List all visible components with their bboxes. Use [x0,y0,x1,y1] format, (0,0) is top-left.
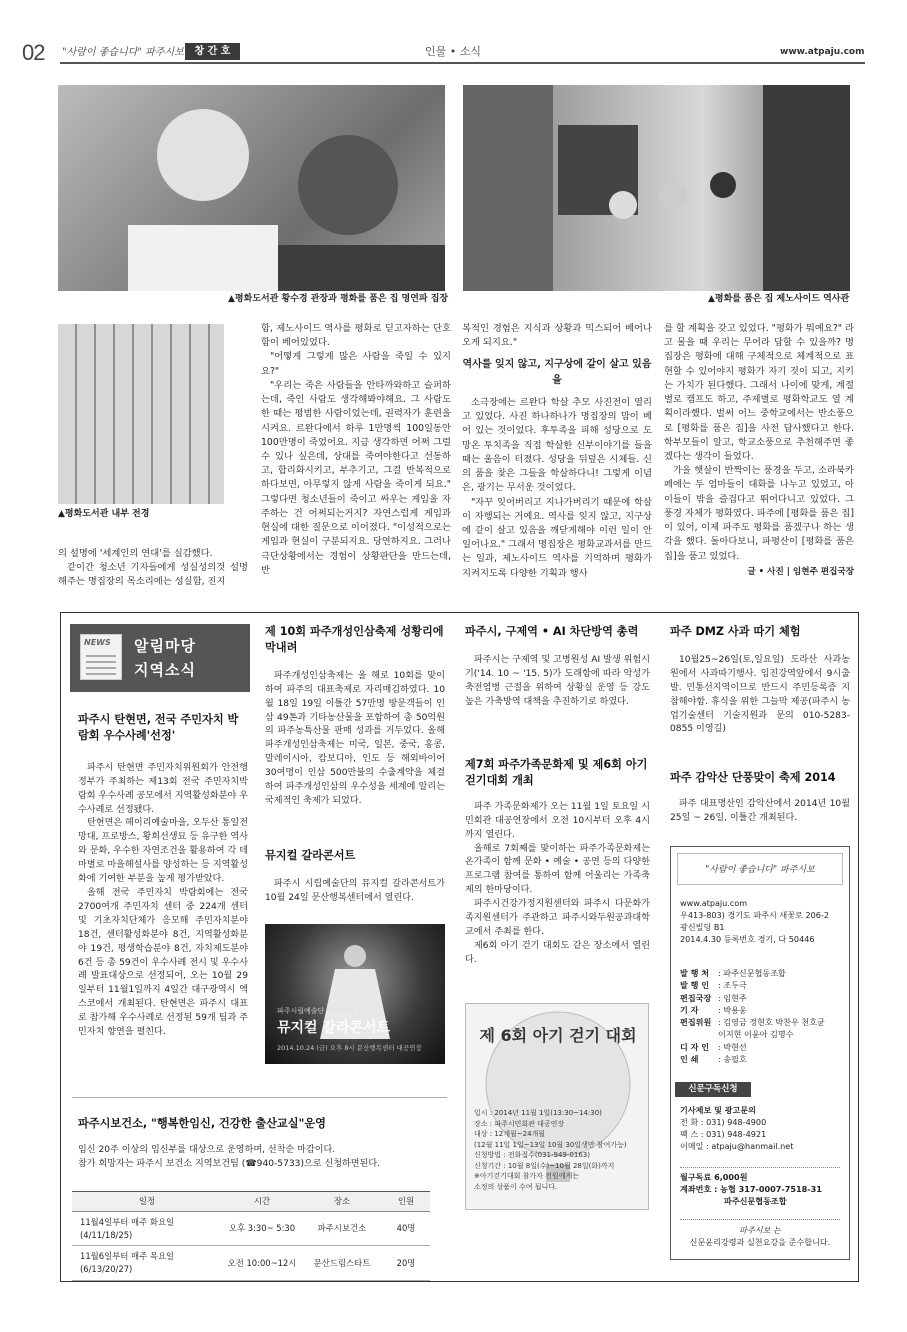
staff-row: 편집국장 : 임현주 [680,992,747,1003]
news-item-family-fest [465,757,650,968]
news-headline: 제 10회 파주개성인삼축제 성황리에 막내려 [265,625,444,654]
news-headline: 파주시 탄현면, 전국 주민자치 박람회 우수사례'선정' [78,713,239,742]
news-header-subtitle: 지역소식 [134,661,196,679]
table-cell: 문산드림스타트 [302,1246,382,1281]
table-header: 인원 [382,1192,430,1212]
news-item-dmz-apple [670,624,850,737]
footer-text: 신문윤리강령과 실천요강을 준수합니다. [689,1237,831,1248]
photo-library-interior [58,324,224,504]
caption-photo2: ▲평화를 품은 집 제노사이드 역사관 [708,294,850,304]
table-cell: 오후 3:30~ 5:30 [222,1211,302,1246]
news-body [265,670,445,809]
table-header: 장소 [302,1192,382,1212]
news-body [465,654,650,710]
news-para: 파주시 시립예술단의 뮤지컬 갈라콘서트가 10월 24일 문산행복센터에서 열린다. [265,878,445,903]
table-row [72,1211,430,1246]
article-para: "어떻게 그렇게 많은 사람을 죽일 수 있지요?" [261,351,451,377]
balloon-line: (12월 11일 1일~13일 10월 30일생만 참여가능) [474,1140,627,1149]
table-cell: 20명 [382,1246,430,1281]
section-title: 인물 • 소식 [425,45,481,58]
staff-row: 디 자 인 : 박현선 [680,1041,747,1052]
news-headline: 파주시, 구제역 • AI 차단방역 총력 [465,625,639,638]
pub-address [680,897,829,946]
news-item-health-center [78,1116,448,1172]
article-para: 를 할 계획을 갖고 있었다. "평화가 뭐예요?" 라고 물을 때 우리는 무어라 답할 수 있을까? 명집장은 평화에 대해 구체적으로 체계적으로 표현할 수 있어야지 평화가 자기 것이 되고, 지키는 가치가 된다했다. 그래서 나이에 맞게, 계절별로 캠프도 하고, 주제별로 평화학교도 열 계획이라했다. 벌써 어느 중학교에서는 반소풍으로 [평화를 품은 집]을 사전 답사했다고 한다. 학부모들이 알고, 학교소풍으로 추천해주면 좋겠다는 생각이 들었다. [664,323,854,462]
pub-fee [680,1167,840,1207]
table-cell: 11월4일부터 매주 화요일 (4/11/18/25) [72,1211,222,1246]
news-headline: 뮤지컬 갈라콘서트 [265,849,356,862]
news-item-ai [465,624,650,710]
news-para: 임신 20주 이상의 임신부를 대상으로 운영하며, 선착순 마감이다. [78,1144,336,1155]
news-item-ginseng [265,624,445,809]
news-para: 파주 가족문화제가 오는 11월 1일 토요일 시민회관 대공연장에서 오전 10시부터 오후 4시까지 열린다. [465,801,650,840]
poster-subtitle: 파주시립예술단 정기공연 [277,1007,354,1015]
news-para: 파주시 탄현면 주민자치위원회가 안전행정부가 주최하는 제13회 전국 주민자치박람회 우수사례 공모에서 지역활성화분야 우수사례로 선정됐다. [78,762,248,815]
news-headline: 파주 DMZ 사과 따기 체험 [670,625,801,638]
table-header-row [72,1192,430,1212]
news-item-gamak [670,770,850,826]
staff-row: 이지현 이윤아 김명수 [718,1029,794,1040]
website-url[interactable]: www.atpaju.com [780,47,865,57]
balloon-line: 소정의 상품이 수여 됩니다. [474,1182,558,1191]
poster-title: 뮤지컬 갈라콘서트 [277,1020,391,1036]
contact-line[interactable]: 이메일 : atpaju@hanmail.net [680,1141,794,1152]
photo-genocide-museum [463,85,850,291]
article-para: 가을 햇살이 반짝이는 풍경을 두고, 소라북카페에는 두 엄마들이 대화를 나누고 있었고, 아이들이 밖을 즐겁다고 뛰어다니고 있었다. 그 풍경 자체가 평화였다. 파주에 [평화를 품은 집]이 있어, 이제 파주도 평화를 품겠구나 하는 생각을 했다. 돌아다보니, 파평산이 [평화를 품은 집]을 품고 있었다. [664,465,854,562]
balloon-title: 제 6회 아기 걷기 대회 [479,1026,637,1045]
pub-logo: "사람이 좋습니다" 파주시보 [677,853,843,885]
table-cell: 파주시보건소 [302,1211,382,1246]
news-body [465,801,650,968]
staff-row: 발 행 처 : 파주신문협동조합 [680,968,786,978]
article-subhead: 역사를 잊지 않고, 지구상에 같이 살고 있음을 [462,359,652,386]
pub-staff [680,967,825,1065]
article-byline: 글 • 사진 | 임현주 편집국장 [747,566,854,577]
table-header: 시간 [222,1192,302,1212]
staff-row: 편집위원 : 김영금 정현호 박찬우 천호균 [680,1017,825,1028]
newspaper-icon [80,634,122,680]
news-body [78,762,248,1040]
news-headline: 파주 감악산 단풍맞이 축제 2014 [670,771,836,784]
article-para: 복적인 경험은 지식과 상황과 믹스되어 베어나오게 되지요." [462,323,652,349]
balloon-details [474,1108,644,1192]
news-item-musical [265,848,445,906]
news-header [70,624,250,692]
balloon-line: 일시 : 2014년 11월 1일(13:30~14:30) [474,1109,602,1117]
divider [72,1097,447,1098]
contact-line: 팩 스 : 031) 948-4921 [680,1129,767,1140]
balloon-line: 신청기간 : 10월 8일(수)~10월 28일(화)까지 [474,1161,615,1170]
table-cell: 40명 [382,1211,430,1246]
news-para: 파주 대표명산인 감악산에서 2014년 10월 25일 ~ 26일, 이틀간 개최된다. [670,798,850,823]
footer-logo: 파주시보 는 [739,1225,781,1235]
baby-walk-poster [465,1003,649,1210]
article-col-2 [261,322,451,578]
portrait-illustration [58,85,445,291]
news-headline: 파주시보건소, "행복한임신, 건강한 출산교실"운영 [78,1117,326,1130]
article-col-4 [664,322,854,579]
newspaper-icon-label: NEWS [84,638,111,647]
news-para: 올해로 7회째를 맞이하는 파주가족문화제는 온가족이 함께 문화 • 예술 • 공연 등의 다양한 프로그램 참여를 통하여 함께 어울리는 가족축제의 한마당이다. [465,843,650,896]
photo-library-director [58,85,445,291]
table-cell: 오전 10:00~12시 [222,1246,302,1281]
brand-logo: "사람이 좋습니다" 파주시보 [62,47,184,58]
subscribe-badge: 신문구독신청 [675,1082,751,1097]
balloon-line: 신청방법 : 전화접수(031-949-0163) [474,1151,590,1159]
balloon-line: 대상 : 12개월~24개월 [474,1130,546,1138]
article-col-3 [462,322,652,581]
contact-title: 기사제보 및 광고문의 [680,1105,757,1115]
table-row [72,1246,430,1281]
balloon-line: 장소 : 파주시민회관 대공연장 [474,1119,565,1128]
table-header: 일정 [72,1192,222,1212]
pub-footer [680,1219,840,1248]
fee-line: 계좌번호 : 농협 317-0007-7518-31 [680,1184,822,1195]
caption-photo1: ▲평화도서관 황수경 관장과 평화를 품은 집 명연파 집장 [228,294,449,304]
pub-address-line: 우413-803) 경기도 파주시 새꽃로 206-2 [680,910,829,921]
news-body [670,654,850,737]
news-para: 파주개성인삼축제는 올 해로 10회를 맞이하여 파주의 대표축제로 자리매김하였다. 10월 18일 19일 이틀간 57만명 방문객들이 인삼 49톤과 기타농산물을 포함하여 총 50억원의 파주농특산물 판매 성과를 거두었다. 올해 파주개성인삼축제는 미국, 일본, 중국, 홍콩, 말레이시아, 캄보디아, 인도 등 해외바이어 30여명이 인삼 500만불의 수출계약을 체결하여 파주개성인삼의 우수성을 세계에 알리는 국제적인 축제가 되었다. [265,670,445,806]
news-para: 탄현면은 헤이리예술마을, 오두산 통일전망대, 프로방스, 황희선생묘 등 유구한 역사와 문화, 우수한 자연조건을 활용하여 각 테마별로 마을해설사를 양성하는 등 지역활성화에 기여한 부분을 높게 평가받았다. [78,818,248,885]
pub-contact [680,1104,793,1153]
poster-date: 2014.10.24 (금) 오후 8시 문산행복센터 대공연장 [277,1044,422,1052]
news-body [670,798,850,826]
news-header-title: 알림마당 [134,637,196,655]
caption-photo3: ▲평화도서관 내부 전경 [58,509,150,519]
article-para: 소극장에는 르완다 학살 추모 사진전이 열리고 있었다. 사진 하나하나가 명집장의 맘이 베어 있는 것이었다. 후투족을 피해 성당으로 도망온 투치족을 직접 학살한 신부이야기를 들을 때는 울음이 터졌다. 성당을 뒤덮은 시체들. 신의 품을 찾은 그들을 학살하다니! 그렇게 이념은, 광기는 무서운 것이었다. [462,397,652,494]
news-body [78,1144,448,1172]
issue-badge: 창 간 호 [185,43,240,60]
pub-address-line[interactable]: www.atpaju.com [680,898,748,908]
museum-illustration [463,85,850,291]
article-para: "우리는 죽은 사람들을 안타까와하고 슬퍼하는데, 죽인 사람도 생각해봐야해요. 그 사람도 한 때는 평범한 사람이었는데, 권력자가 훈련을 시켜요. 르완다에서 하루 1만명씩 100일동안 100만명이 죽었어요. 지금 생각하면 어쩌 그럴 수 있나 싶은데, 상대를 죽여야한다고 선동하고, 합리화시키고, 부추기고, 그걸 반복적으로 하다보면, 아무렇지 않게 사람을 죽이게 되요." 그렇다면 청소년들이 죽이고 싸우는 게임을 자주하는 건 어쩌되는거지? 자연스럽게 게임과 현실에 대한 질문으로 이어졌다. "이성적으로는 게임과 현실이 구분되지요. 당연하지요. 그러나 극단상황에서는 경험이 상황판단을 만드는데, 반 [261,379,451,576]
table-cell: 11월6일부터 매주 목요일 (6/13/20/27) [72,1246,222,1281]
pub-address-line: 2014.4.30 등록번호 경기, 다 50446 [680,934,815,945]
header-rule [60,62,865,64]
fee-line: 월구독료 6,000원 [680,1172,748,1182]
article-para: "자꾸 잊어버리고 지나가버리기 때문에 학살이 자행되는 거예요. 역사를 잊지 않고, 지구상에 같이 살고 있음을 깨닫게해야 이런 일이 안일어나요." 그래서 명집장은 평화교과서를 만드는 일과, 제노사이드 역사를 기억하며 평화가 지켜지도록 다양한 기획과 행사 [462,496,652,579]
performer-illustration [265,924,445,1064]
news-para: 파주시는 구제역 및 고병원성 AI 발생 위험시기('14. 10 ~ '15. 5)가 도래함에 따라 악성가축전염병 근절을 위하여 상황실 운영 등 강도 높은 가축방역 대책을 추진하기로 하였다. [465,654,650,707]
news-item-tanhyeon [78,712,248,1040]
schedule-table [72,1191,430,1281]
news-para: 파주시건강가정지원센터와 파주시 다문화가족지원센터가 주관하고 파주시와두원공과대학교에서 주최를 한다. [465,899,650,937]
staff-row: 기 자 : 박용웅 [680,1004,747,1015]
news-para: 참가 희망자는 파주시 보건소 지역보건팀 (☎940-5733)으로 신청하면된다. [78,1158,381,1169]
news-para: 올해 전국 주민자치 박람회에는 전국 2700여개 주민자치 센터 중 224개 센터 및 기초자치단체가 응모해 주민자치분야 18건, 센터활성화분야 8건, 지역활성화분야 19건, 평생학습분야 8건, 자치제도분야 6건 등 총 59건이 우수사례 전시 및 우수사례 발표대상으로 선정되어, 오는 10월 29일부터 11월1일까지 4일간 대구광역시 엑스코에서 개최된다. 탄현면은 파주시 대표로 참가해 우수사례로 선정된 59개 팀과 주민자치 향연을 펼친다. [78,887,248,1038]
publication-info-box [670,846,850,1260]
news-para: 10월25~26일(토,일요일) 도라산 사과농원에서 사과따기행사. 임진강역앞에서 9시출발. 민통선지역이므로 반드시 주민등록증 지참해야함. 휴식을 위한 그늘막 제공(파주시 농업기술센터 기술지원과 문의 010-5283-0855 이영길) [670,654,850,735]
article-col-1 [58,547,248,590]
balloon-line: ※아기걷기대회 참가자 전원에게는 [474,1172,579,1180]
pub-address-line: 광신빌딩 B1 [680,922,725,933]
article-para: 의 설명에 '세계인의 연대'를 실감했다. [58,548,213,559]
article-para: 함, 제노사이드 역사를 평화로 딛고자하는 단호함이 베어있었다. [261,323,451,349]
staff-row: 발 행 인 : 조두극 [680,980,747,991]
contact-line: 전 화 : 031) 948-4900 [680,1117,767,1128]
news-body [265,878,445,906]
news-headline: 제7회 파주가족문화제 및 제6회 아기걷기대회 개최 [465,758,648,787]
fee-line: 파주신문협동조합 [724,1196,787,1207]
article-para: 같이간 청소년 기자들에게 성실성의것 설명해주는 명집장의 목소리에는 성실함, 진지 [58,562,248,588]
page-number: 02 [22,40,45,65]
musical-poster [265,924,445,1064]
news-para: 제6회 아기 걷기 대회도 같은 장소에서 열린다. [465,940,650,965]
staff-row: 인 쇄 : 송필호 [680,1054,747,1065]
